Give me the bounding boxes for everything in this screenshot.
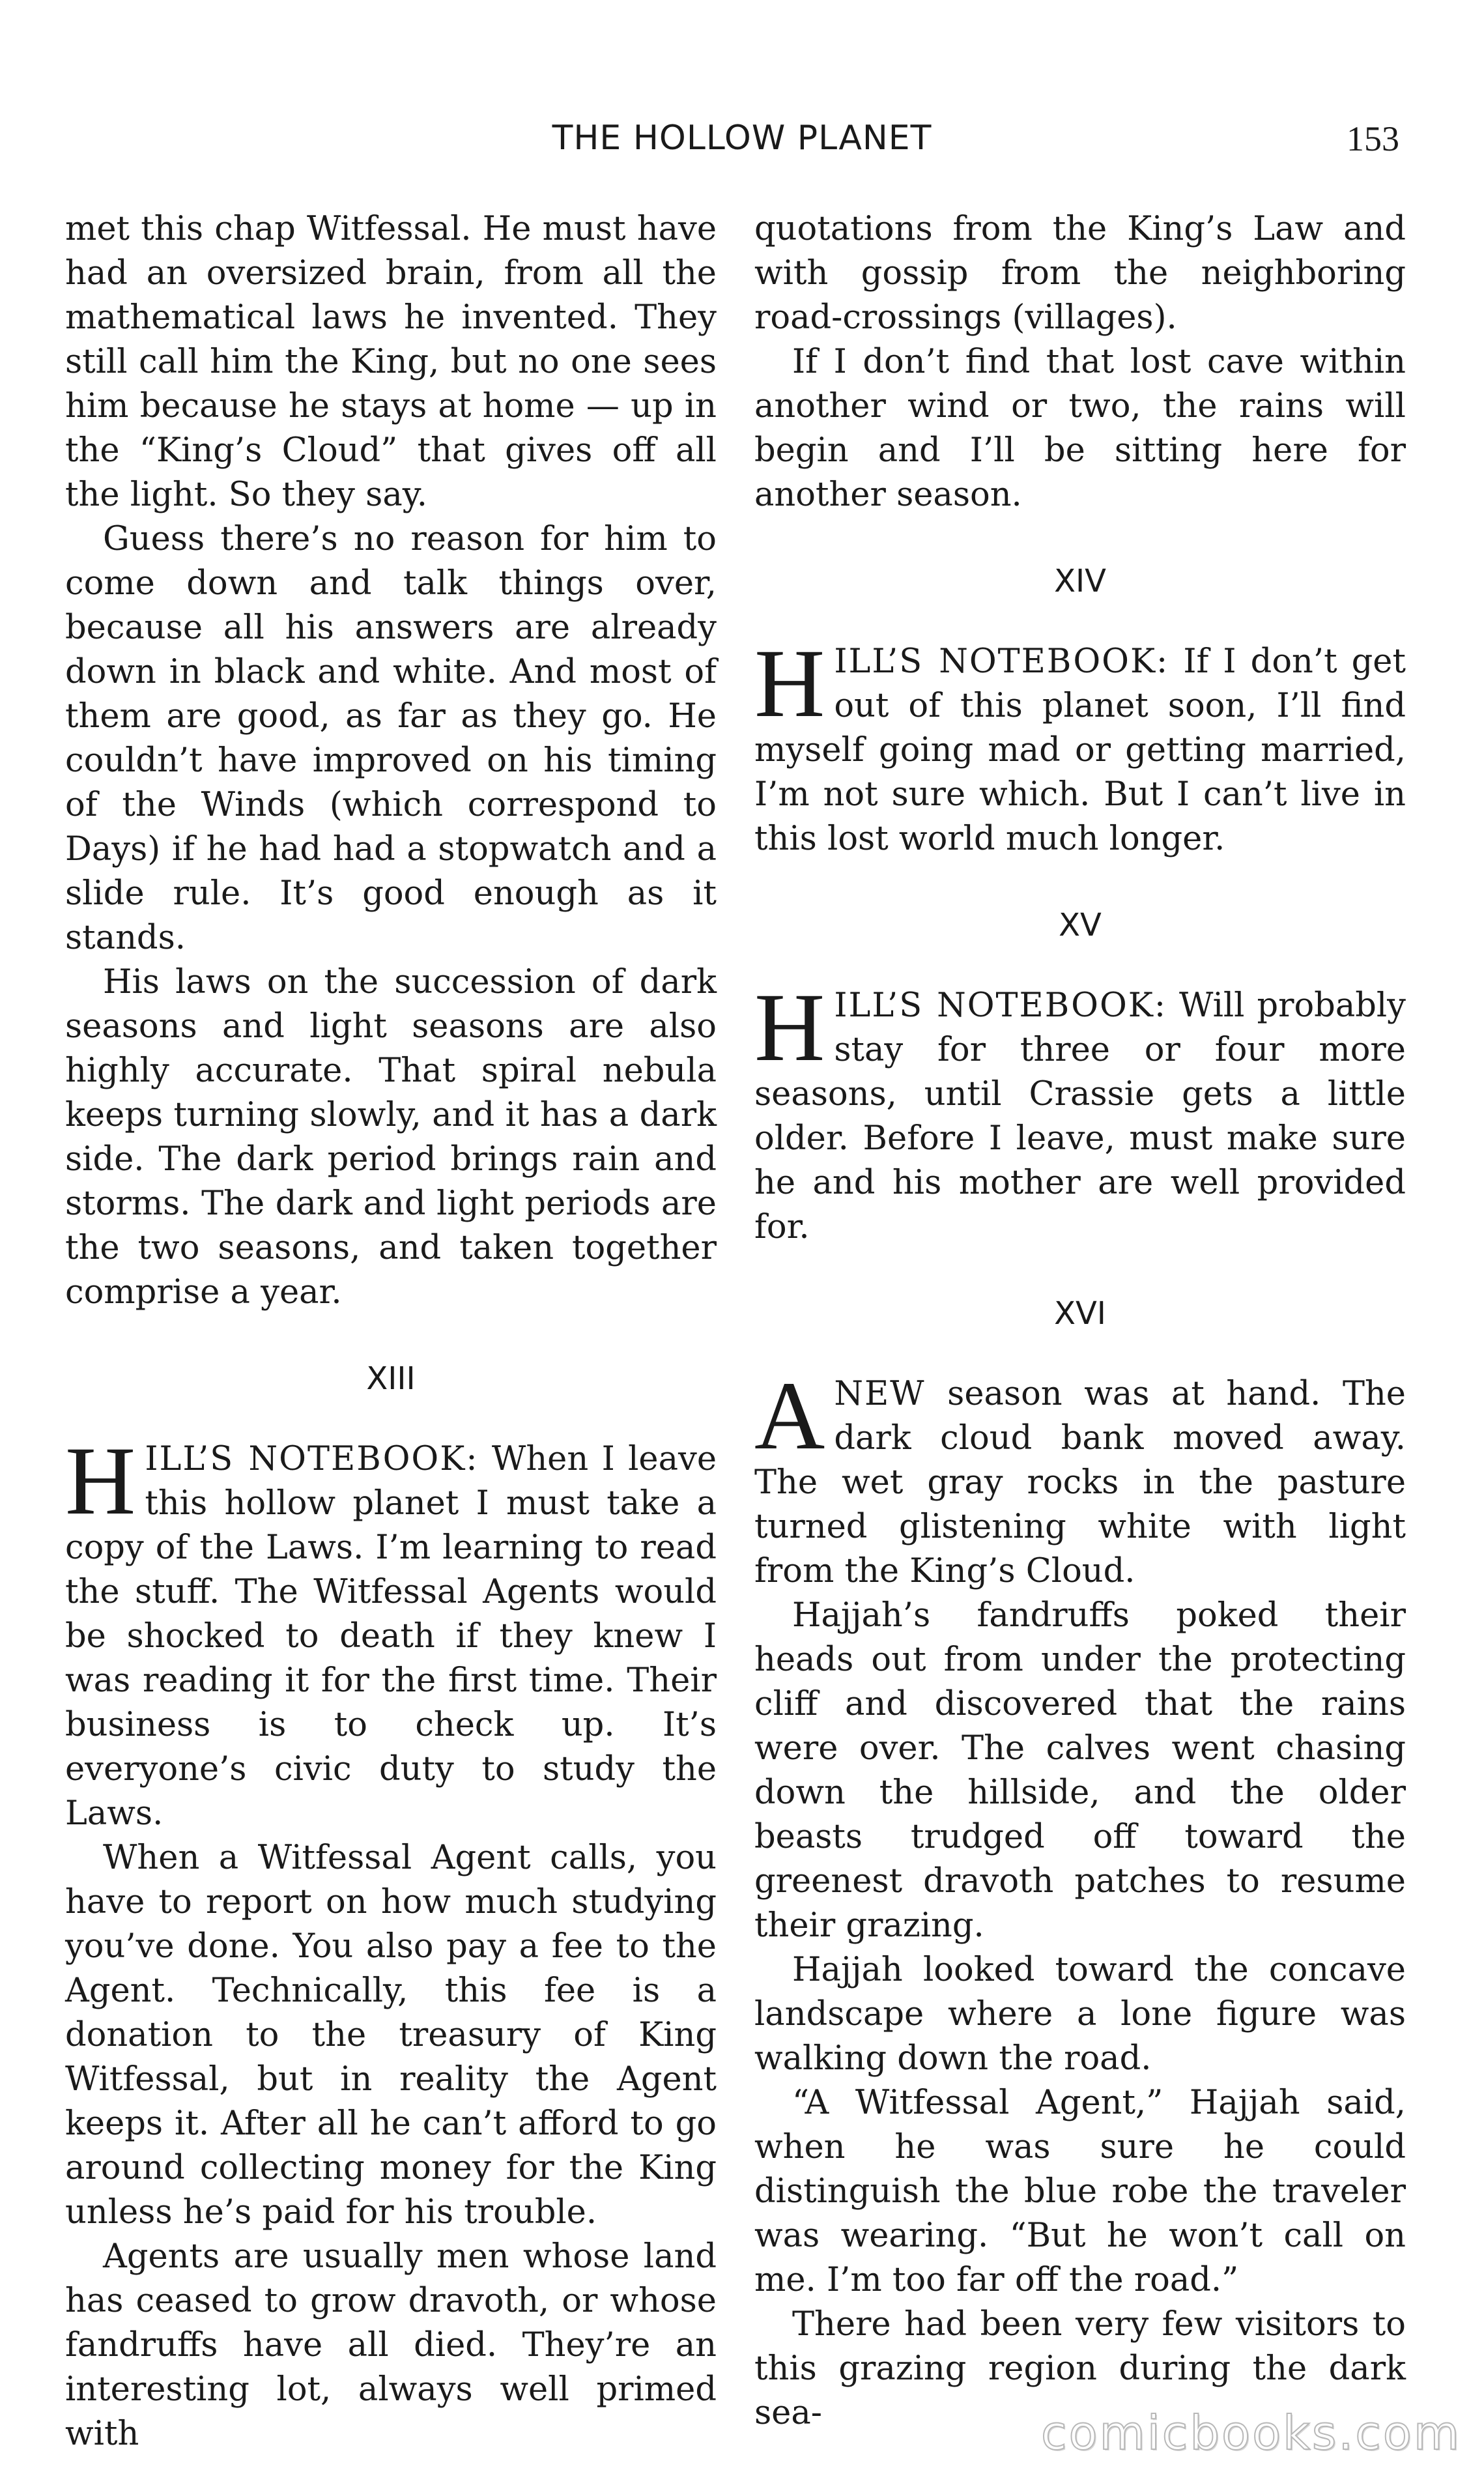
right-column xyxy=(754,207,1406,2435)
notebook-label: ILL’S NOTEBOOK: xyxy=(145,1440,479,1478)
paragraph: Guess there’s no reason for him to come down and talk things over, because all his answers are already down in black and white. And most of them are good, as far as they go. He couldn’t have improved on his timing of the Winds (which correspond to Days) if he had had a stopwatch and a slide rule. It’s good enough as it stands. xyxy=(65,520,717,957)
running-head xyxy=(0,119,1484,171)
notebook-entry-xv xyxy=(754,973,1406,1250)
paragraph: Hajjah looked toward the concave landscape where a lone figure was walking down the road. xyxy=(754,1951,1406,2078)
section-heading-xv: XV xyxy=(1059,907,1102,943)
running-title: THE HOLLOW PLANET xyxy=(552,119,932,158)
paragraph: There had been very few visitors to this grazing region during the dark sea- xyxy=(754,2305,1406,2432)
drop-cap: H xyxy=(65,1427,136,1535)
page-number: 153 xyxy=(1347,119,1399,158)
notebook-label: ILL’S NOTEBOOK: xyxy=(834,642,1169,681)
paragraph-text: season was at hand. The dark cloud bank moved away. The wet gray rocks in the pasture turned glistening white with light from the King’s Cloud. xyxy=(754,1375,1406,1590)
paragraph: “A Witfessal Agent,” Hajjah said, when he was sure he could distinguish the blue robe the traveler was wearing. “But he won’t call on me. I’m too far off the road.” xyxy=(754,2084,1406,2299)
paragraph-text: If I don’t get out of this planet soon, I’ll find myself going mad or getting married, I’m not sure which. But I can’t live in this lost world much longer. xyxy=(754,642,1406,858)
paragraph: His laws on the succession of dark seasons and light seasons are also highly accurate. That spiral nebula keeps turning slowly, and it has a dark side. The dark period brings rain and storms. The dark and light periods are the two seasons, and taken together comprise a year. xyxy=(65,963,717,1312)
paragraph-text: Will probably stay for three or four more seasons, until Crassie gets a little older. Before I leave, must make sure he and his mother are well provided for. xyxy=(754,986,1406,1246)
drop-cap: A xyxy=(754,1362,825,1470)
paragraph-text: When I leave this hollow planet I must take a copy of the Laws. I’m learning to read the stuff. The Witfessal Agents would be shocked to death if they knew I was reading it for the first time. Their business is to check up. It’s everyone’s civic duty to study the Laws. xyxy=(65,1440,717,1833)
section-heading-xvi: XVI xyxy=(1054,1295,1106,1332)
paragraph: If I don’t find that lost cave within another wind or two, the rains will begin and I’ll be sitting here for another season. xyxy=(754,343,1406,514)
paragraph: Agents are usually men whose land has ceased to grow dravoth, or whose fandruffs have all died. They’re an interesting lot, always well primed with xyxy=(65,2237,717,2453)
section-heading-xiii: XIII xyxy=(366,1360,416,1397)
drop-cap: H xyxy=(754,973,825,1082)
paragraph: quotations from the King’s Law and with gossip from the neighboring road-crossings (villages). xyxy=(754,210,1406,337)
paragraph: met this chap Witfessal. He must have had an oversized brain, from all the mathematical laws he invented. They still call him the King, but no one sees him because he stays at home — up in the “King’s Cloud” that gives off all the light. So they say. xyxy=(65,210,717,514)
story-opening-xvi xyxy=(754,1362,1406,1594)
notebook-entry-xiii xyxy=(65,1427,717,1836)
watermark: comicbooks.com xyxy=(1040,2406,1461,2460)
drop-cap: H xyxy=(754,629,825,738)
paragraph: Hajjah’s fandruffs poked their heads out from under the protecting cliff and discovered that the rains were over. The calves went chasing down the hillside, and the older beasts trudged off toward the greenest dravoth patches to resume their grazing. xyxy=(754,1596,1406,1945)
paragraph: When a Witfessal Agent calls, you have to report on how much studying you’ve done. You also pay a fee to the Agent. Technically, this fee is a donation to the treasury of King Witfessal, but in reality the Agent keeps it. After all he can’t afford to go around collecting money for the King unless he’s paid for his trouble. xyxy=(65,1839,717,2232)
left-column xyxy=(65,207,717,2456)
notebook-label: ILL’S NOTEBOOK: xyxy=(834,986,1167,1025)
opening-word: NEW xyxy=(834,1375,926,1413)
section-heading-xiv: XIV xyxy=(1054,563,1106,599)
notebook-entry-xiv xyxy=(754,629,1406,861)
